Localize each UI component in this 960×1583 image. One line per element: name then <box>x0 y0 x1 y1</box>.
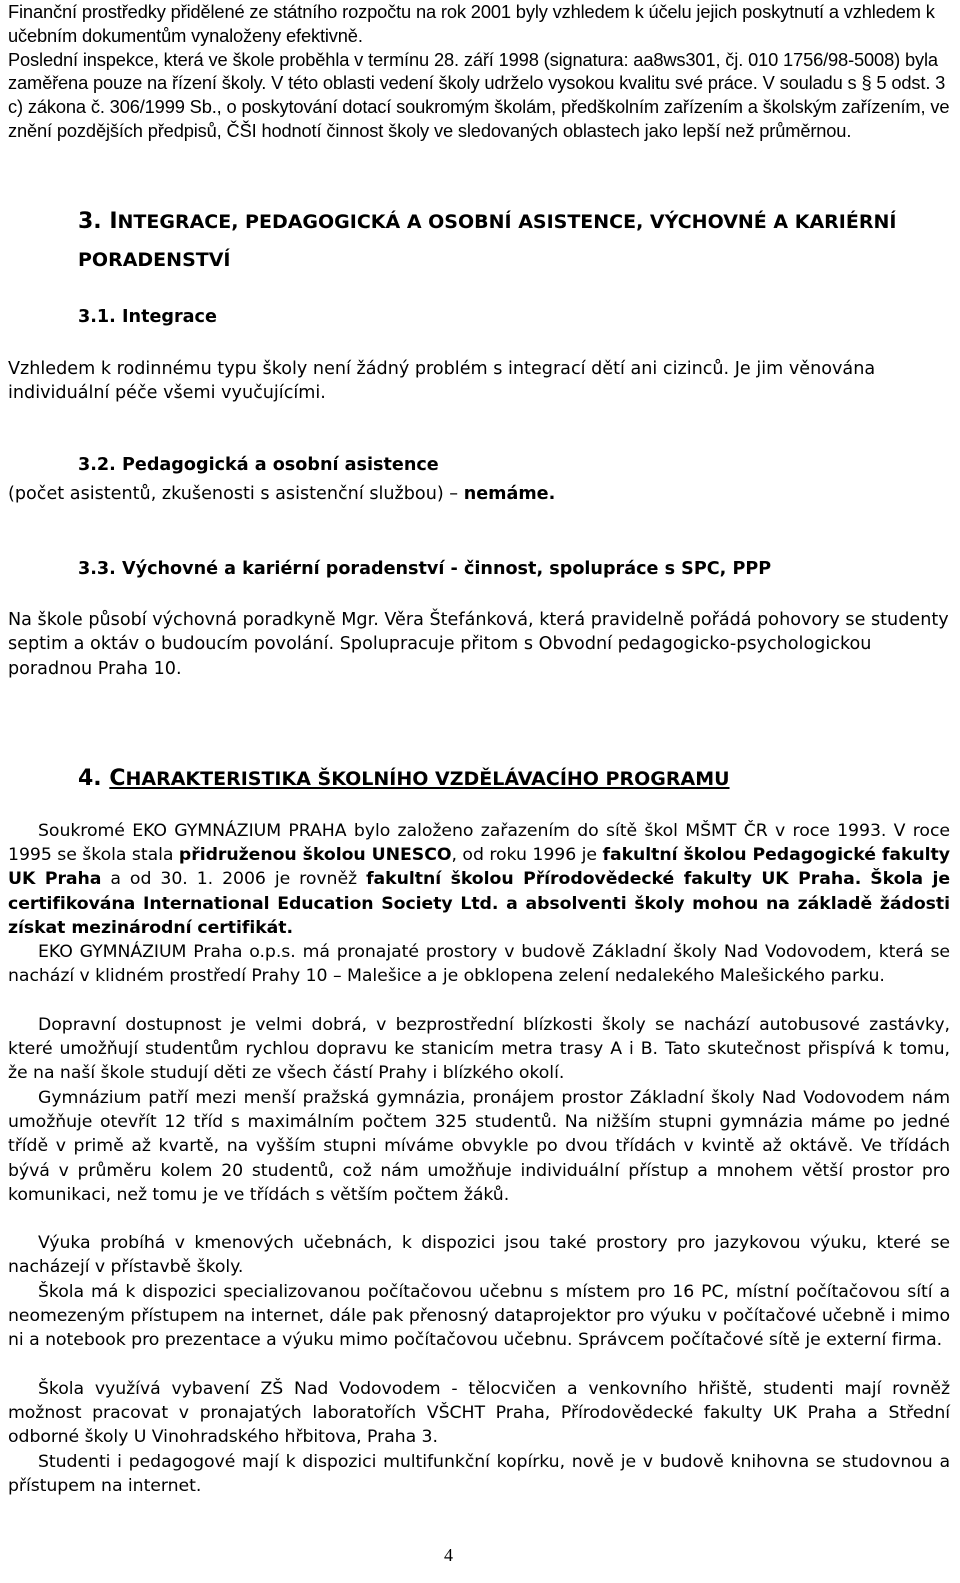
subsection-3-1-title: Integrace <box>122 307 217 327</box>
subsection-3-2-heading <box>78 455 439 475</box>
intro-line-2: Poslední inspekce, která ve škole proběhla v termínu 28. září 1998 (signatura: aa8ws301, čj. 010 1756/98-5008) byla zaměřena pouze na řízení školy. V této oblasti vedení školy udrželo vysokou kvalitu své práce. V souladu s <box>8 48 938 94</box>
intro-line-1: Finanční prostředky přidělené ze státního rozpočtu na rok 2001 byly vzhledem k účelu jejich poskytnutí a vzhledem k učebním dokumentům vynaloženy efektivně. <box>8 1 935 46</box>
page-number: 4 <box>444 1545 453 1565</box>
subsection-3-3-heading <box>78 559 771 579</box>
section-3-first-letter: I <box>109 209 118 234</box>
section-4-number: 4. <box>78 766 110 791</box>
p1-unesco: přidruženou školou UNESCO <box>178 845 452 866</box>
section-4-first-letter: C <box>109 766 126 791</box>
subsection-3-2-answer: nemáme. <box>463 484 556 504</box>
p1-text-a: Soukromé EKO GYMNÁZIUM PRAHA bylo založeno zařazením do sítě škol MŠMT ČR v roce 1993. V roce 1995 se škola stala <box>8 821 950 866</box>
p1-text-c: , od roku 1996 je <box>451 845 603 866</box>
section-4-paragraph-2: EKO GYMNÁZIUM Praha o.p.s. má pronajaté prostory v budově Základní školy Nad Vodovodem, která se nachází v klidném prostředí Prahy 10 – Malešice a je obklopena zelení nedalekého Malešického parku. <box>8 942 950 987</box>
p1-prf: fakultní školou Přírodovědecké fakulty UK Praha. <box>366 869 862 890</box>
law-reference: 5 odst. 3 c) zákona č. 306/1999 Sb. <box>8 72 946 118</box>
p1-pedf: fakultní školou Pedagogické fakulty UK Praha <box>8 845 950 890</box>
subsection-3-1-number: 3.1. <box>78 307 116 327</box>
section-3-heading <box>78 202 938 278</box>
subsection-3-3-text: Na škole působí výchovná poradkyně Mgr. Věra Štefánková, která pravidelně pořádá pohovory se studenty septim a oktáv o budoucím povolání. Spolupracuje přitom s Obvodní pedagogicko-psychologickou poradnou Praha 10. <box>8 610 949 679</box>
subsection-3-3-number: 3.3. <box>78 559 116 579</box>
subsection-3-3-title: Výchovné a kariérní poradenství - činnost, spolupráce s SPC, PPP <box>122 559 772 579</box>
p1-space <box>861 869 870 889</box>
section-4-title: HARAKTERISTIKA ŠKOLNÍHO VZDĚLÁVACÍHO PROGRAMU <box>125 768 730 790</box>
intro-paragraph <box>8 0 950 143</box>
p1-certification: Škola je certifikována International Education Society Ltd. a absolventi školy mohou na základě žádosti získat mezinárodní certifikát. <box>8 869 950 938</box>
section-4-heading <box>78 762 938 794</box>
subsection-3-1-heading <box>78 307 217 327</box>
subsection-3-2-body: (počet asistentů, zkušenosti s asistenční službou) – <box>8 484 464 504</box>
section-sign-icon: § <box>861 72 872 94</box>
section-4-paragraph-6: Škola má k dispozici specializovanou počítačovou učebnu s místem pro 16 PC, místní počítačovou sítí a neomezeným přístupem na internet, dále pak přenosný dataprojektor pro výuku v počítačové učebně i mimo ni a notebook pro prezentace a výuku mimo počítačovou učebnu. Správcem počítačové sítě je externí firma. <box>8 1282 950 1351</box>
section-4-paragraph-1 <box>8 819 950 940</box>
subsection-3-2-title: Pedagogická a osobní asistence <box>122 455 439 475</box>
section-3-number: 3. <box>78 209 110 234</box>
p1-text-e: a od 30. 1. 2006 je rovněž <box>101 869 367 890</box>
section-4-paragraph-5: Výuka probíhá v kmenových učebnách, k dispozici jsou také prostory pro jazykovou výuku, které se nacházejí v přístavbě školy. <box>8 1233 950 1278</box>
section-4-paragraph-3: Dopravní dostupnost je velmi dobrá, v bezprostřední blízkosti školy se nachází autobusové zastávky, které umožňují studentům rychlou dopravu ke stanicím metra trasy A i B. Tato skutečnost přispívá k tomu, že na naší škole studují děti ze všech částí Prahy i blízkého okolí. <box>8 1015 950 1084</box>
section-4-paragraph-8: Studenti i pedagogové mají k dispozici multifunkční kopírku, nově je v budově knihovna se studovnou a přístupem na internet. <box>8 1452 950 1497</box>
intro-line-3: , o poskytování dotací soukromým školám, předškolním zařízením a školským zařízením, ve znění pozdějších předpisů, ČŠI hodnotí činnost školy ve sledovaných oblastech jako lepší než průměrnou. <box>8 96 950 141</box>
subsection-3-1-text: Vzhledem k rodinnému typu školy není žádný problém s integrací dětí ani cizinců. Je jim věnována individuální péče všemi vyučujícími. <box>8 359 876 404</box>
subsection-3-2-number: 3.2. <box>78 455 116 475</box>
subsection-3-2-text <box>8 482 950 506</box>
section-3-title: NTEGRACE, PEDAGOGICKÁ A OSOBNÍ ASISTENCE, VÝCHOVNÉ A KARIÉRNÍ PORADENSTVÍ <box>78 211 897 271</box>
section-4-paragraph-7: Škola využívá vybavení ZŠ Nad Vodovodem - tělocvičen a venkovního hřiště, studenti mají rovněž možnost pracovat v pronajatých laboratořích VŠCHT Praha, Přírodovědecké fakulty UK Praha a Střední odborné školy U Vinohradského hřbitova, Praha 3. <box>8 1379 950 1448</box>
section-4-paragraph-4: Gymnázium patří mezi menší pražská gymnázia, pronájem prostor Základní školy Nad Vodovodem nám umožňuje otevřít 12 tříd s maximálním počtem 325 studentů. Na nižším stupni gymnázia máme po jedné třídě v primě až kvartě, na vyšším stupni míváme obvykle po dvou třídách v kvintě až oktávě. Ve třídách bývá v průměru kolem 20 studentů, což nám umožňuje individuální přístup a mnohem větší prostor pro komunikaci, než tomu je ve třídách s větším počtem žáků. <box>8 1088 950 1205</box>
